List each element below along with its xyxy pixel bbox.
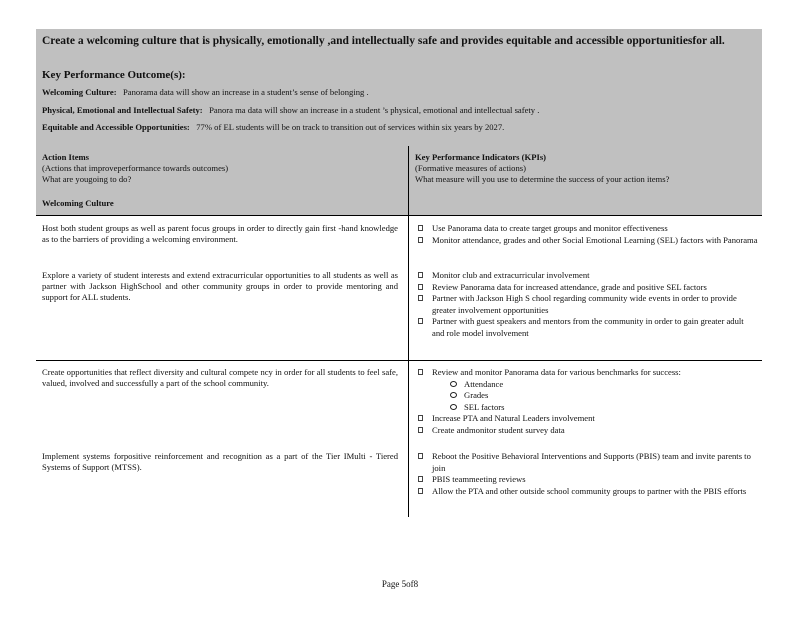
outcome-welcoming xyxy=(42,87,369,98)
checkbox-bullet-icon xyxy=(418,237,423,243)
kpi-text: Partner with guest speakers and mentors from the community in order to gain greater adult and role model involvement xyxy=(432,316,744,338)
checkbox-bullet-icon xyxy=(418,284,423,290)
kpi-text: Partner with Jackson High S chool regarding community wide events in order to provide greater involvement opportunities xyxy=(432,293,737,315)
kpi-item xyxy=(418,270,758,282)
table-top-rule xyxy=(36,215,762,216)
goal-statement: Create a welcoming culture that is physically, emotionally ,and intellectually safe and provides equitable and accessible opportunitiesfor all. xyxy=(42,35,725,47)
kpi-item xyxy=(418,486,758,498)
action-item: Create opportunities that reflect diversity and cultural compete ncy in order for all students to feel safe, valued, involved and successfully a part of the school community. xyxy=(42,367,398,388)
kpi-item xyxy=(418,451,758,474)
checkbox-bullet-icon xyxy=(418,476,423,482)
kpi-text: Use Panorama data to create target groups and monitor effectiveness xyxy=(432,223,668,233)
action-header-question: What are yougoing to do? xyxy=(42,174,132,184)
outcome-text: Panora ma data will show an increase in a student ’s physical, emotional and intellectual safety . xyxy=(209,105,540,115)
kpi-item xyxy=(418,474,758,486)
header-column-divider xyxy=(408,146,409,215)
kpi-list xyxy=(418,367,758,436)
circle-bullet-icon xyxy=(450,392,457,398)
kpi-item xyxy=(418,235,758,247)
kpi-item xyxy=(418,413,758,425)
kpi-text: Review Panorama data for increased attendance, grade and positive SEL factors xyxy=(432,281,707,292)
kpi-text: PBIS teammeeting reviews xyxy=(432,474,526,484)
action-item: Implement systems forpositive reinforcement and recognition as a part of the Tier IMulti - Tiered Systems of Support (MTSS). xyxy=(42,451,398,472)
action-header-subtitle: (Actions that improveperformance towards outcomes) xyxy=(42,163,229,173)
circle-bullet-icon xyxy=(450,404,457,410)
benchmark-sublist xyxy=(432,379,758,414)
kpi-text: Monitor attendance, grades and other Social Emotional Learning (SEL) factors with Panorama xyxy=(432,234,758,245)
kpi-text: Increase PTA and Natural Leaders involvement xyxy=(432,413,595,423)
kpi-item xyxy=(418,316,758,339)
kpi-text: Create andmonitor student survey data xyxy=(432,424,565,435)
kpi-text: Monitor club and extracurricular involvement xyxy=(432,270,590,280)
kpi-text: Reboot the Positive Behavioral Interventions and Supports (PBIS) team and invite parents to join xyxy=(432,451,751,473)
column-divider xyxy=(408,215,409,360)
outcome-label: Physical, Emotional and Intellectual Safety: xyxy=(42,105,203,115)
kpo-title: Key Performance Outcome(s): xyxy=(42,69,186,81)
section-label xyxy=(42,198,114,209)
action-header-title: Action Items xyxy=(42,152,90,162)
checkbox-bullet-icon xyxy=(418,225,423,231)
kpi-item xyxy=(418,293,758,316)
outcome-text: Panorama data will show an increase in a student’s sense of belonging . xyxy=(123,87,369,97)
outcome-label: Welcoming Culture: xyxy=(42,87,117,97)
kpi-item xyxy=(418,367,758,413)
kpi-header-question: What measure will you use to determine the success of your action items? xyxy=(415,174,670,184)
kpi-header xyxy=(415,152,760,185)
kpi-list xyxy=(418,451,758,497)
checkbox-bullet-icon xyxy=(418,369,423,375)
kpi-item xyxy=(418,425,758,437)
checkbox-bullet-icon xyxy=(418,453,423,459)
column-divider xyxy=(408,360,409,517)
action-item: Explore a variety of student interests and extend extracurricular opportunities to all students as well as partner with Jackson HighSchool and other community groups in order to provide mentoring and support for ALL students. xyxy=(42,270,398,302)
kpi-text: Allow the PTA and other outside school community groups to partner with the PBIS efforts xyxy=(432,485,747,496)
kpi-list xyxy=(418,270,758,339)
checkbox-bullet-icon xyxy=(418,427,423,433)
checkbox-bullet-icon xyxy=(418,272,423,278)
kpi-header-subtitle: (Formative measures of actions) xyxy=(415,163,526,173)
kpi-header-title: Key Performance Indicators (KPIs) xyxy=(415,152,547,162)
benchmark-item xyxy=(450,402,758,414)
section-label-text: Welcoming Culture xyxy=(42,198,114,208)
page-number: Page 5of8 xyxy=(381,579,419,589)
benchmark-item xyxy=(450,379,758,391)
benchmark-text: Grades xyxy=(464,390,489,400)
kpi-item xyxy=(418,282,758,294)
checkbox-bullet-icon xyxy=(418,488,423,494)
circle-bullet-icon xyxy=(450,381,457,387)
checkbox-bullet-icon xyxy=(418,295,423,301)
outcome-label: Equitable and Accessible Opportunities: xyxy=(42,122,190,132)
benchmark-item xyxy=(450,390,758,402)
benchmark-text: SEL factors xyxy=(464,401,505,412)
benchmark-text: Attendance xyxy=(464,378,504,389)
table-row-rule xyxy=(36,360,762,361)
action-items-header xyxy=(42,152,402,185)
outcome-text: 77% of EL students will be on track to transition out of services within six years by 2027. xyxy=(196,122,505,132)
outcome-equitable xyxy=(42,122,504,133)
checkbox-bullet-icon xyxy=(418,415,423,421)
kpi-list xyxy=(418,223,758,246)
action-item: Host both student groups as well as parent focus groups in order to directly gain first -hand knowledge as to the barriers of providing a welcoming environment. xyxy=(42,223,398,244)
checkbox-bullet-icon xyxy=(418,318,423,324)
kpi-text: Review and monitor Panorama data for various benchmarks for success: xyxy=(432,367,681,377)
kpi-item xyxy=(418,223,758,235)
outcome-safety xyxy=(42,105,539,116)
